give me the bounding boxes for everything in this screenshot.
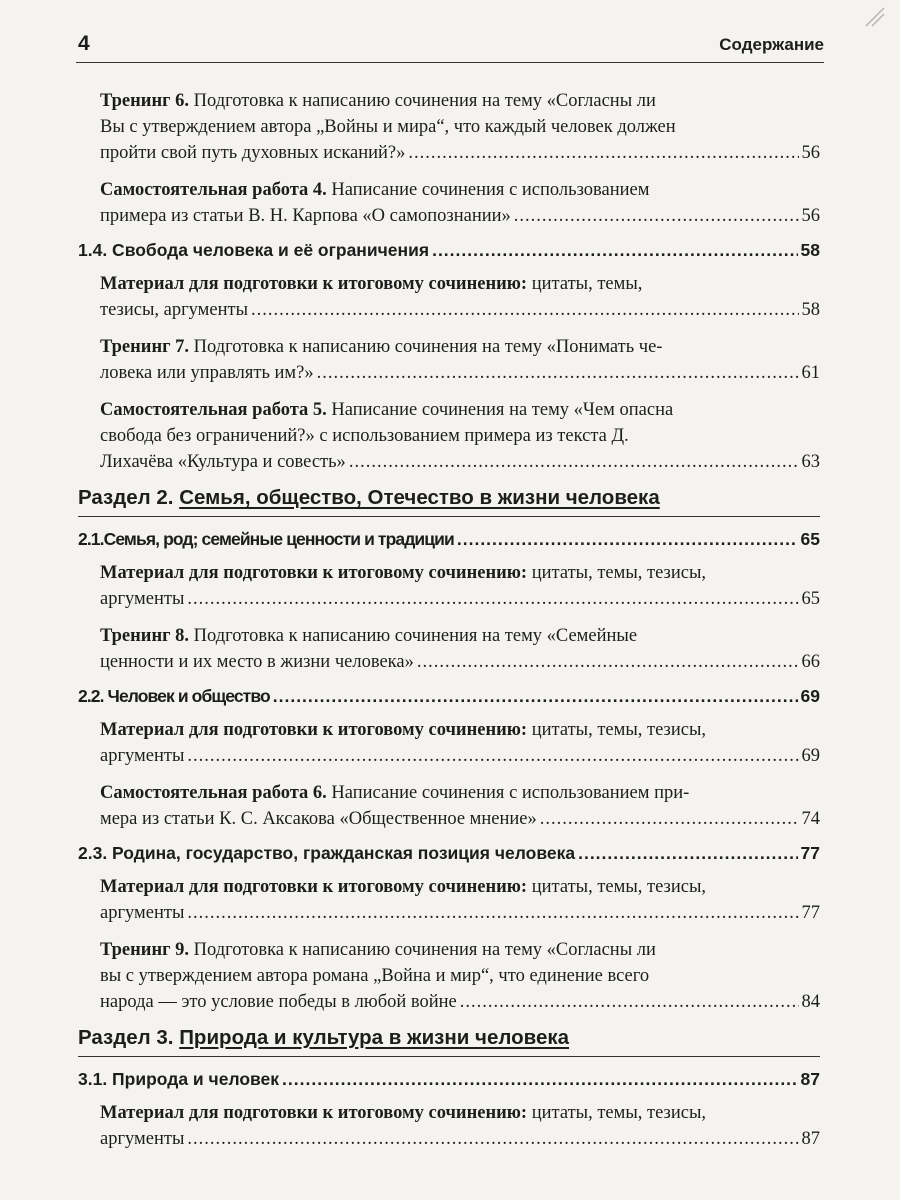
entry-text: аргументы xyxy=(100,746,185,766)
entry-text: ловека или управлять им?» xyxy=(100,363,314,383)
entry-text: примера из статьи В. Н. Карпова «О самопознании» xyxy=(100,206,511,226)
dot-leader xyxy=(460,989,799,1015)
toc-subsection-2-3[interactable] xyxy=(78,843,820,864)
entry-label: Самостоятельная работа 6. xyxy=(100,783,327,803)
subsection-title: 2.3. Родина, государство, гражданская позиция человека xyxy=(78,843,576,863)
entry-text: народа — это условие победы в любой войне xyxy=(100,992,457,1012)
dot-leader xyxy=(417,649,799,675)
page-ref: 65 xyxy=(801,589,820,609)
entry-text: цитаты, темы, тезисы, xyxy=(531,877,707,897)
toc-entry-material-58[interactable] xyxy=(78,271,820,323)
page-ref: 63 xyxy=(801,452,820,472)
running-title: Содержание xyxy=(719,35,824,54)
page-ref: 69 xyxy=(800,686,820,706)
page-ref: 66 xyxy=(801,652,820,672)
entry-label: Тренинг 7. xyxy=(100,337,190,357)
entry-text: Подготовка к написанию сочинения на тему «Согласны ли xyxy=(193,940,656,960)
dot-leader xyxy=(187,586,798,612)
page-ref: 56 xyxy=(801,206,820,226)
entry-text: Вы с утверждением автора „Войны и мира“, что каждый человек должен xyxy=(100,117,676,137)
toc-entry-training-6[interactable] xyxy=(78,88,820,166)
dot-leader xyxy=(578,843,797,864)
entry-label: Самостоятельная работа 4. xyxy=(100,180,327,200)
page-ref: 87 xyxy=(800,1069,820,1089)
subsection-title: 2.2. Человек и общество xyxy=(78,686,270,706)
part-prefix: Раздел 3. xyxy=(78,1026,174,1049)
toc-subsection-2-1[interactable] xyxy=(78,529,820,550)
entry-text: мера из статьи К. С. Аксакова «Общественное мнение» xyxy=(100,809,537,829)
toc-part-2[interactable] xyxy=(78,486,820,517)
page-ref: 77 xyxy=(801,903,820,923)
page-ref: 58 xyxy=(801,300,820,320)
entry-label: Тренинг 9. xyxy=(100,940,190,960)
dot-leader xyxy=(317,360,799,386)
entry-text: свобода без ограничений?» с использованием примера из текста Д. xyxy=(100,426,629,446)
entry-text: Написание сочинения с использованием xyxy=(331,180,650,200)
toc-part-3[interactable] xyxy=(78,1026,820,1057)
toc-entry-self-work-4[interactable] xyxy=(78,177,820,229)
subsection-title: 2.1.Семья, род; семейные ценности и традиции xyxy=(78,529,454,549)
dot-leader xyxy=(282,1069,797,1090)
toc-entry-material-65[interactable] xyxy=(78,560,820,612)
entry-text: Лихачёва «Культура и совесть» xyxy=(100,452,346,472)
dot-leader xyxy=(187,743,798,769)
entry-text: Написание сочинения с использованием при- xyxy=(331,783,690,803)
entry-text: тезисы, аргументы xyxy=(100,300,249,320)
toc-entry-training-8[interactable] xyxy=(78,623,820,675)
page-ref: 69 xyxy=(801,746,820,766)
entry-text: цитаты, темы, тезисы, xyxy=(531,720,707,740)
entry-text: вы с утверждением автора романа „Война и мир“, что единение всего xyxy=(100,966,650,986)
dot-leader xyxy=(540,806,799,832)
part-title: Семья, общество, Отечество в жизни человека xyxy=(179,486,660,509)
page-header xyxy=(76,32,824,63)
entry-text: ценности и их место в жизни человека» xyxy=(100,652,414,672)
toc-entry-self-work-6[interactable] xyxy=(78,780,820,832)
dot-leader xyxy=(187,900,798,926)
entry-label: Материал для подготовки к итоговому сочинению: xyxy=(100,1103,528,1123)
toc-subsection-2-2[interactable] xyxy=(78,686,820,707)
page-ref: 61 xyxy=(801,363,820,383)
dot-leader xyxy=(514,203,799,229)
page-ref: 77 xyxy=(800,843,820,863)
toc-entry-training-7[interactable] xyxy=(78,334,820,386)
page-ref: 84 xyxy=(801,992,820,1012)
toc-subsection-3-1[interactable] xyxy=(78,1069,820,1090)
entry-label: Тренинг 8. xyxy=(100,626,190,646)
page-ref: 87 xyxy=(801,1129,820,1149)
entry-text: пройти свой путь духовных исканий?» xyxy=(100,143,406,163)
entry-label: Материал для подготовки к итоговому сочинению: xyxy=(100,274,528,294)
entry-text: цитаты, темы, тезисы, xyxy=(531,1103,707,1123)
dot-leader xyxy=(273,686,798,707)
entry-label: Тренинг 6. xyxy=(100,91,190,111)
subsection-title: 3.1. Природа и человек xyxy=(78,1069,280,1089)
page-ref: 56 xyxy=(801,143,820,163)
toc-entry-self-work-5[interactable] xyxy=(78,397,820,475)
toc-subsection-1-4[interactable] xyxy=(78,240,820,261)
dot-leader xyxy=(457,529,798,550)
entry-text: аргументы xyxy=(100,1129,185,1149)
table-of-contents xyxy=(78,88,820,1163)
subsection-title: 1.4. Свобода человека и её ограничения xyxy=(78,240,430,260)
dot-leader xyxy=(408,140,798,166)
dot-leader xyxy=(187,1126,798,1152)
dot-leader xyxy=(349,449,799,475)
page-corner-mark xyxy=(864,6,886,28)
entry-label: Материал для подготовки к итоговому сочинению: xyxy=(100,563,528,583)
part-prefix: Раздел 2. xyxy=(78,486,174,509)
page-ref: 65 xyxy=(800,529,820,549)
page-number: 4 xyxy=(78,32,90,55)
page-ref: 74 xyxy=(801,809,820,829)
toc-entry-material-69[interactable] xyxy=(78,717,820,769)
dot-leader xyxy=(251,297,798,323)
entry-label: Самостоятельная работа 5. xyxy=(100,400,327,420)
entry-label: Материал для подготовки к итоговому сочинению: xyxy=(100,720,528,740)
part-title: Природа и культура в жизни человека xyxy=(179,1026,570,1049)
toc-entry-material-77[interactable] xyxy=(78,874,820,926)
entry-text: Написание сочинения на тему «Чем опасна xyxy=(331,400,674,420)
entry-text: Подготовка к написанию сочинения на тему «Согласны ли xyxy=(193,91,656,111)
dot-leader xyxy=(432,240,797,261)
entry-text: цитаты, темы, xyxy=(531,274,643,294)
toc-entry-training-9[interactable] xyxy=(78,937,820,1015)
entry-label: Материал для подготовки к итоговому сочинению: xyxy=(100,877,528,897)
entry-text: Подготовка к написанию сочинения на тему «Понимать че- xyxy=(193,337,663,357)
entry-text: Подготовка к написанию сочинения на тему «Семейные xyxy=(193,626,638,646)
entry-text: цитаты, темы, тезисы, xyxy=(531,563,707,583)
entry-text: аргументы xyxy=(100,589,185,609)
toc-entry-material-87[interactable] xyxy=(78,1100,820,1152)
page-ref: 58 xyxy=(800,240,820,260)
entry-text: аргументы xyxy=(100,903,185,923)
